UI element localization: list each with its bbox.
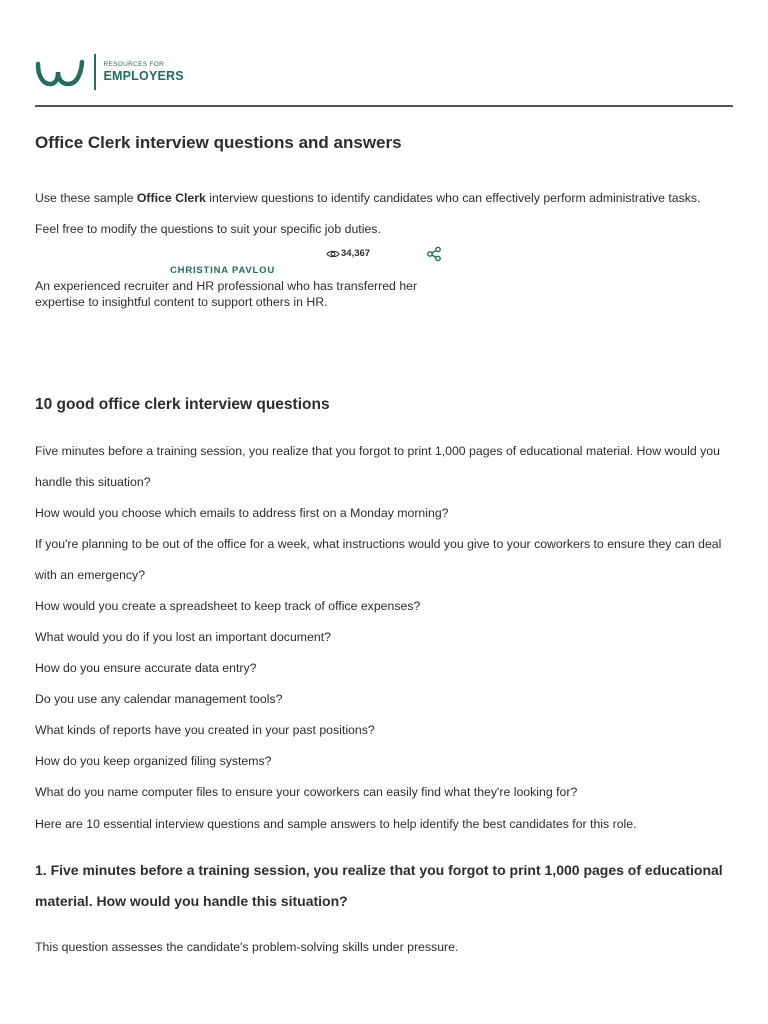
view-count-value: 34,367 (341, 248, 371, 259)
questions-list (35, 436, 735, 808)
question-item: Five minutes before a training session, you realize that you forgot to print 1,000 pages of educational material. How would you handle this situation? (35, 444, 720, 489)
page-title: Office Clerk interview questions and answers (35, 133, 402, 152)
author-name[interactable]: CHRISTINA PAVLOU (170, 265, 275, 276)
question-item: Do you use any calendar management tools? (35, 692, 283, 706)
question-1-heading: 1. Five minutes before a training session, you realize that you forgot to print 1,000 pages of educational material. How would you handle this situation? (35, 862, 723, 909)
author-bio: An experienced recruiter and HR professional who has transferred her expertise to insightful content to support others in HR. (35, 279, 418, 309)
intro-paragraph (35, 183, 725, 245)
question-item: What would you do if you lost an important document? (35, 630, 331, 644)
question-item: How would you choose which emails to address first on a Monday morning? (35, 506, 449, 520)
eye-icon (326, 249, 340, 259)
view-count (326, 248, 370, 259)
intro-suffix: interview questions to identify candidates who can effectively perform administrative tasks. Feel free to modify the questions to suit your specific job duties. (35, 191, 701, 236)
question-item: How do you keep organized filing systems? (35, 754, 272, 768)
question-item: How do you ensure accurate data entry? (35, 661, 257, 675)
question-1-answer: This question assesses the candidate's problem-solving skills under pressure. (35, 940, 459, 954)
question-item: What do you name computer files to ensure your coworkers can easily find what they're looking for? (35, 785, 578, 799)
answers-intro: Here are 10 essential interview questions and sample answers to help identify the best candidates for this role. (35, 817, 637, 831)
section-heading: 10 good office clerk interview questions (35, 396, 330, 413)
employers-logo[interactable] (35, 52, 184, 92)
intro-bold: Office Clerk (136, 191, 206, 205)
question-item: How would you create a spreadsheet to keep track of office expenses? (35, 599, 421, 613)
logo-small-text: RESOURCES FOR (103, 61, 165, 68)
logo-divider (94, 54, 96, 90)
question-item: What kinds of reports have you created in your past positions? (35, 723, 375, 737)
question-item: If you're planning to be out of the office for a week, what instructions would you give to your coworkers to ensure they can deal with an emergency? (35, 537, 722, 582)
logo-big-text: EMPLOYERS (103, 69, 184, 83)
logo-mark-icon (35, 54, 85, 90)
share-icon[interactable] (426, 246, 442, 262)
header-divider (35, 105, 733, 107)
logo-text (104, 61, 184, 83)
intro-prefix: Use these sample (35, 191, 137, 205)
